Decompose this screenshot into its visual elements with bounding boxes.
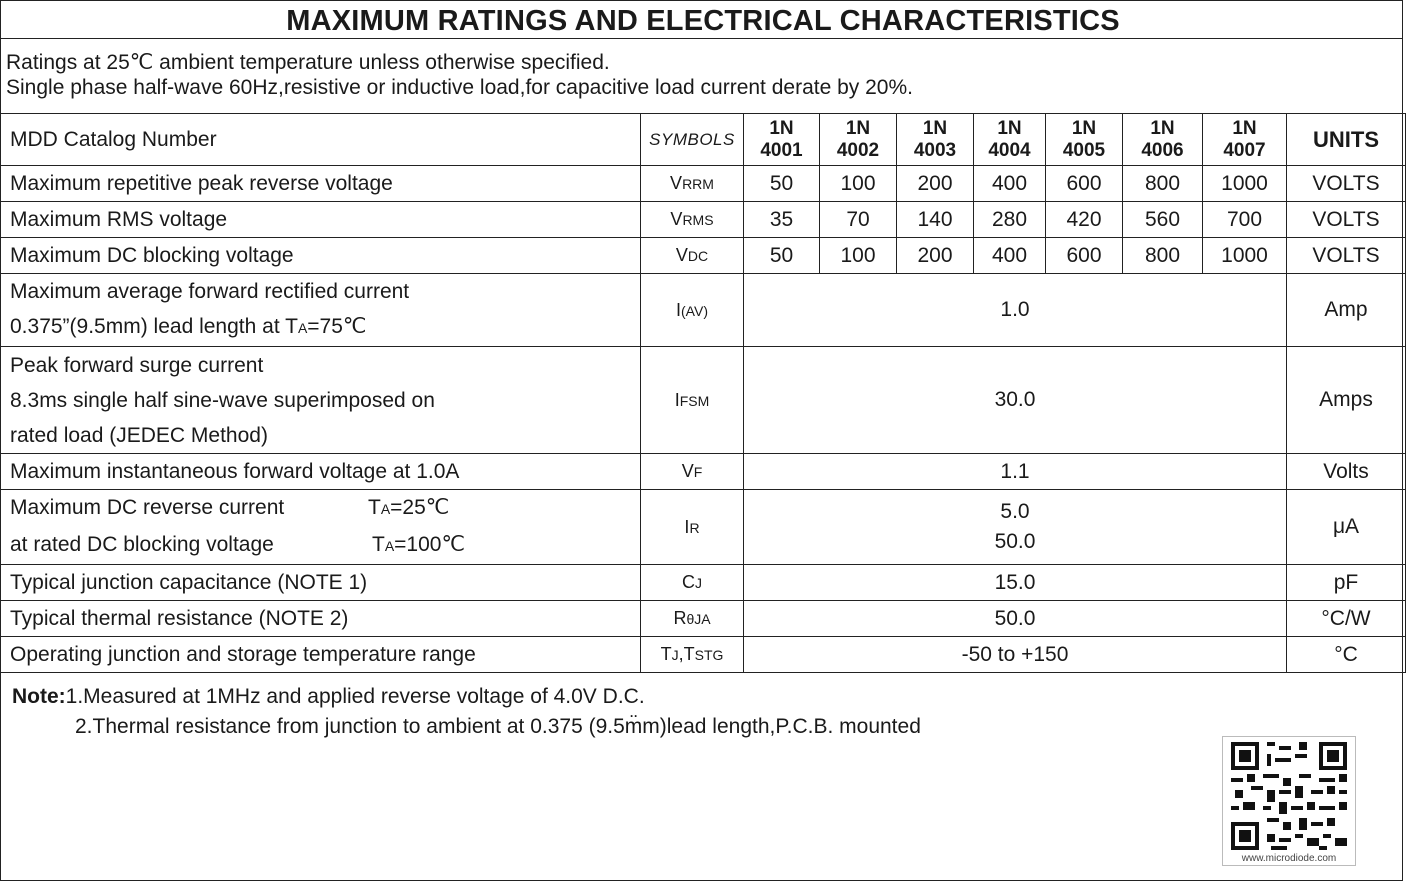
table-row-iav xyxy=(1,274,1406,347)
part-number: 4003 xyxy=(913,139,957,161)
symbol-subscript: F xyxy=(693,464,703,480)
param-subscript: A xyxy=(380,501,391,517)
table-row-rtheta xyxy=(1,601,1406,637)
qr-code-icon xyxy=(1231,741,1347,851)
value-cell: 30.0 xyxy=(744,347,1287,454)
param-line: Peak forward surge current xyxy=(10,353,264,377)
value-cell: 200 xyxy=(897,238,974,274)
param-line xyxy=(10,490,640,527)
table-row-ifsm xyxy=(1,347,1406,454)
table-row-vrrm xyxy=(1,166,1406,202)
symbol-subscript: STG xyxy=(694,647,724,663)
symbol-subscript: DC xyxy=(687,248,709,264)
symbol-cell xyxy=(641,637,744,673)
table-row-vf xyxy=(1,454,1406,490)
value-cell: 1.1 xyxy=(744,454,1287,490)
part-number: 4006 xyxy=(1141,139,1184,161)
note-2: 2.Thermal resistance from junction to ambient at 0.375 (9.5m̈m)lead length,P.C.B. mounted xyxy=(75,715,921,738)
unit-cell: Volts xyxy=(1287,454,1406,490)
part-number: 4005 xyxy=(1062,139,1106,161)
part-prefix: 1N xyxy=(997,117,1022,139)
param-text: 0.375”(9.5mm) lead length at T xyxy=(10,315,298,338)
symbol-cell xyxy=(641,347,744,454)
table-row-tj xyxy=(1,637,1406,673)
param-label xyxy=(1,274,641,347)
unit-cell: pF xyxy=(1287,565,1406,601)
symbol-cell xyxy=(641,601,744,637)
value-cell: 100 xyxy=(820,238,897,274)
value-cell: 1.0 xyxy=(744,274,1287,347)
value-line: 5.0 xyxy=(1000,500,1030,523)
table-row-vdc xyxy=(1,238,1406,274)
notes-section xyxy=(12,682,921,742)
unit-cell: Amps xyxy=(1287,347,1406,454)
part-header-1n4006 xyxy=(1123,114,1203,166)
value-cell: 560 xyxy=(1123,202,1203,238)
value-cell: -50 to +150 xyxy=(744,637,1287,673)
param-text: Maximum DC reverse current xyxy=(10,496,285,519)
value-cell: 600 xyxy=(1046,238,1123,274)
param-text: =100℃ xyxy=(394,533,466,556)
symbol-main: ,T xyxy=(678,644,695,664)
unit-cell: μA xyxy=(1287,490,1406,565)
symbol-subscript: R xyxy=(689,519,700,536)
part-prefix: 1N xyxy=(1232,117,1257,139)
value-cell: 70 xyxy=(820,202,897,238)
value-cell: 700 xyxy=(1203,202,1287,238)
page-title: MAXIMUM RATINGS AND ELECTRICAL CHARACTERISTICS xyxy=(286,5,1120,37)
param-line: Maximum average forward rectified current xyxy=(10,280,410,303)
value-cell: 800 xyxy=(1123,166,1203,202)
param-label: Maximum repetitive peak reverse voltage xyxy=(1,166,641,202)
symbol-subscript: J xyxy=(695,575,702,591)
value-cell: 400 xyxy=(974,166,1046,202)
value-cell: 140 xyxy=(897,202,974,238)
symbol-main: I xyxy=(684,516,690,537)
param-line xyxy=(10,309,640,346)
part-header-1n4003 xyxy=(897,114,974,166)
part-prefix: 1N xyxy=(769,117,794,139)
symbol-main: V xyxy=(670,209,683,229)
unit-cell: °C xyxy=(1287,637,1406,673)
symbol-main: V xyxy=(675,245,688,265)
param-label: Maximum instantaneous forward voltage at 1.0A xyxy=(1,454,641,490)
symbol-main: I xyxy=(676,299,682,320)
value-cell: 35 xyxy=(744,202,820,238)
param-label: Maximum RMS voltage xyxy=(1,202,641,238)
title-divider xyxy=(0,38,1403,39)
value-cell: 280 xyxy=(974,202,1046,238)
part-prefix: 1N xyxy=(922,117,948,139)
param-subscript: A xyxy=(297,320,308,336)
param-text: =75℃ xyxy=(307,315,367,338)
param-label xyxy=(1,347,641,454)
symbol-main: V xyxy=(670,173,683,193)
catalog-number-header: MDD Catalog Number xyxy=(1,114,641,166)
param-label: Typical thermal resistance (NOTE 2) xyxy=(1,601,641,637)
value-line: 50.0 xyxy=(994,530,1036,553)
symbol-cell xyxy=(641,490,744,565)
symbols-header: SYMBOLS xyxy=(641,114,744,166)
table-row-cj xyxy=(1,565,1406,601)
unit-cell: VOLTS xyxy=(1287,202,1406,238)
param-label: Typical junction capacitance (NOTE 1) xyxy=(1,565,641,601)
part-number: 4002 xyxy=(836,139,880,161)
part-header-1n4005 xyxy=(1046,114,1123,166)
param-text: T xyxy=(368,496,381,519)
param-text: T xyxy=(372,533,385,556)
qr-code xyxy=(1222,736,1356,866)
value-cell: 200 xyxy=(897,166,974,202)
symbol-subscript: RRM xyxy=(682,176,714,192)
note-label: Note: xyxy=(12,685,66,708)
part-prefix: 1N xyxy=(845,117,871,139)
param-subscript: A xyxy=(384,538,395,554)
param-label xyxy=(1,490,641,565)
value-cell: 50 xyxy=(744,166,820,202)
unit-cell: °C/W xyxy=(1287,601,1406,637)
value-cell: 50 xyxy=(744,238,820,274)
note-text: 1.Measured at 1MHz and applied reverse voltage of 4.0V D.C. xyxy=(65,685,645,708)
part-number: 4007 xyxy=(1223,139,1266,161)
symbol-main: V xyxy=(681,461,694,481)
unit-cell: Amp xyxy=(1287,274,1406,347)
unit-cell: VOLTS xyxy=(1287,166,1406,202)
symbol-subscript: θJA xyxy=(686,611,711,627)
part-number: 4004 xyxy=(988,139,1031,161)
value-cell xyxy=(744,490,1287,565)
value-cell: 600 xyxy=(1046,166,1123,202)
value-cell: 15.0 xyxy=(744,565,1287,601)
symbol-cell xyxy=(641,274,744,347)
condition-line-2: Single phase half-wave 60Hz,resistive or inductive load,for capacitive load current derate by 20%. xyxy=(6,76,913,99)
value-cell: 420 xyxy=(1046,202,1123,238)
part-header-1n4004 xyxy=(974,114,1046,166)
qr-url-text: www.microdiode.com xyxy=(1241,853,1337,864)
table-header-row xyxy=(1,114,1406,166)
symbol-subscript: FSM xyxy=(679,392,710,409)
value-cell: 400 xyxy=(974,238,1046,274)
value-cell: 100 xyxy=(820,166,897,202)
param-line xyxy=(10,527,640,564)
units-header: UNITS xyxy=(1287,114,1406,166)
symbol-subscript: (AV) xyxy=(681,302,708,319)
value-cell: 1000 xyxy=(1203,166,1287,202)
param-label: Operating junction and storage temperature range xyxy=(1,637,641,673)
param-line: rated load (JEDEC Method) xyxy=(10,423,268,447)
param-label: Maximum DC blocking voltage xyxy=(1,238,641,274)
symbol-main: I xyxy=(674,389,680,410)
part-number: 4001 xyxy=(760,139,803,161)
symbol-main: C xyxy=(682,572,695,592)
unit-cell: VOLTS xyxy=(1287,238,1406,274)
table-row-vrms xyxy=(1,202,1406,238)
condition-line-1: Ratings at 25℃ ambient temperature unless otherwise specified. xyxy=(6,51,610,74)
symbol-cell xyxy=(641,202,744,238)
symbol-cell xyxy=(641,565,744,601)
symbol-subscript: RMS xyxy=(682,212,714,228)
symbol-cell xyxy=(641,166,744,202)
symbol-main: T xyxy=(660,644,672,664)
value-cell: 1000 xyxy=(1203,238,1287,274)
table-row-ir xyxy=(1,490,1406,565)
ratings-table xyxy=(0,113,1406,673)
param-text: at rated DC blocking voltage xyxy=(10,533,274,556)
part-header-1n4002 xyxy=(820,114,897,166)
part-header-1n4001 xyxy=(744,114,820,166)
value-cell: 800 xyxy=(1123,238,1203,274)
param-text: =25℃ xyxy=(390,496,450,519)
part-header-1n4007 xyxy=(1203,114,1287,166)
part-prefix: 1N xyxy=(1071,117,1097,139)
symbol-cell xyxy=(641,454,744,490)
note-1 xyxy=(12,682,921,712)
value-cell: 50.0 xyxy=(744,601,1287,637)
part-prefix: 1N xyxy=(1150,117,1175,139)
symbol-cell xyxy=(641,238,744,274)
param-line: 8.3ms single half sine-wave superimposed on xyxy=(10,388,435,412)
symbol-main: R xyxy=(673,608,687,628)
symbol-subscript: J xyxy=(671,647,679,663)
